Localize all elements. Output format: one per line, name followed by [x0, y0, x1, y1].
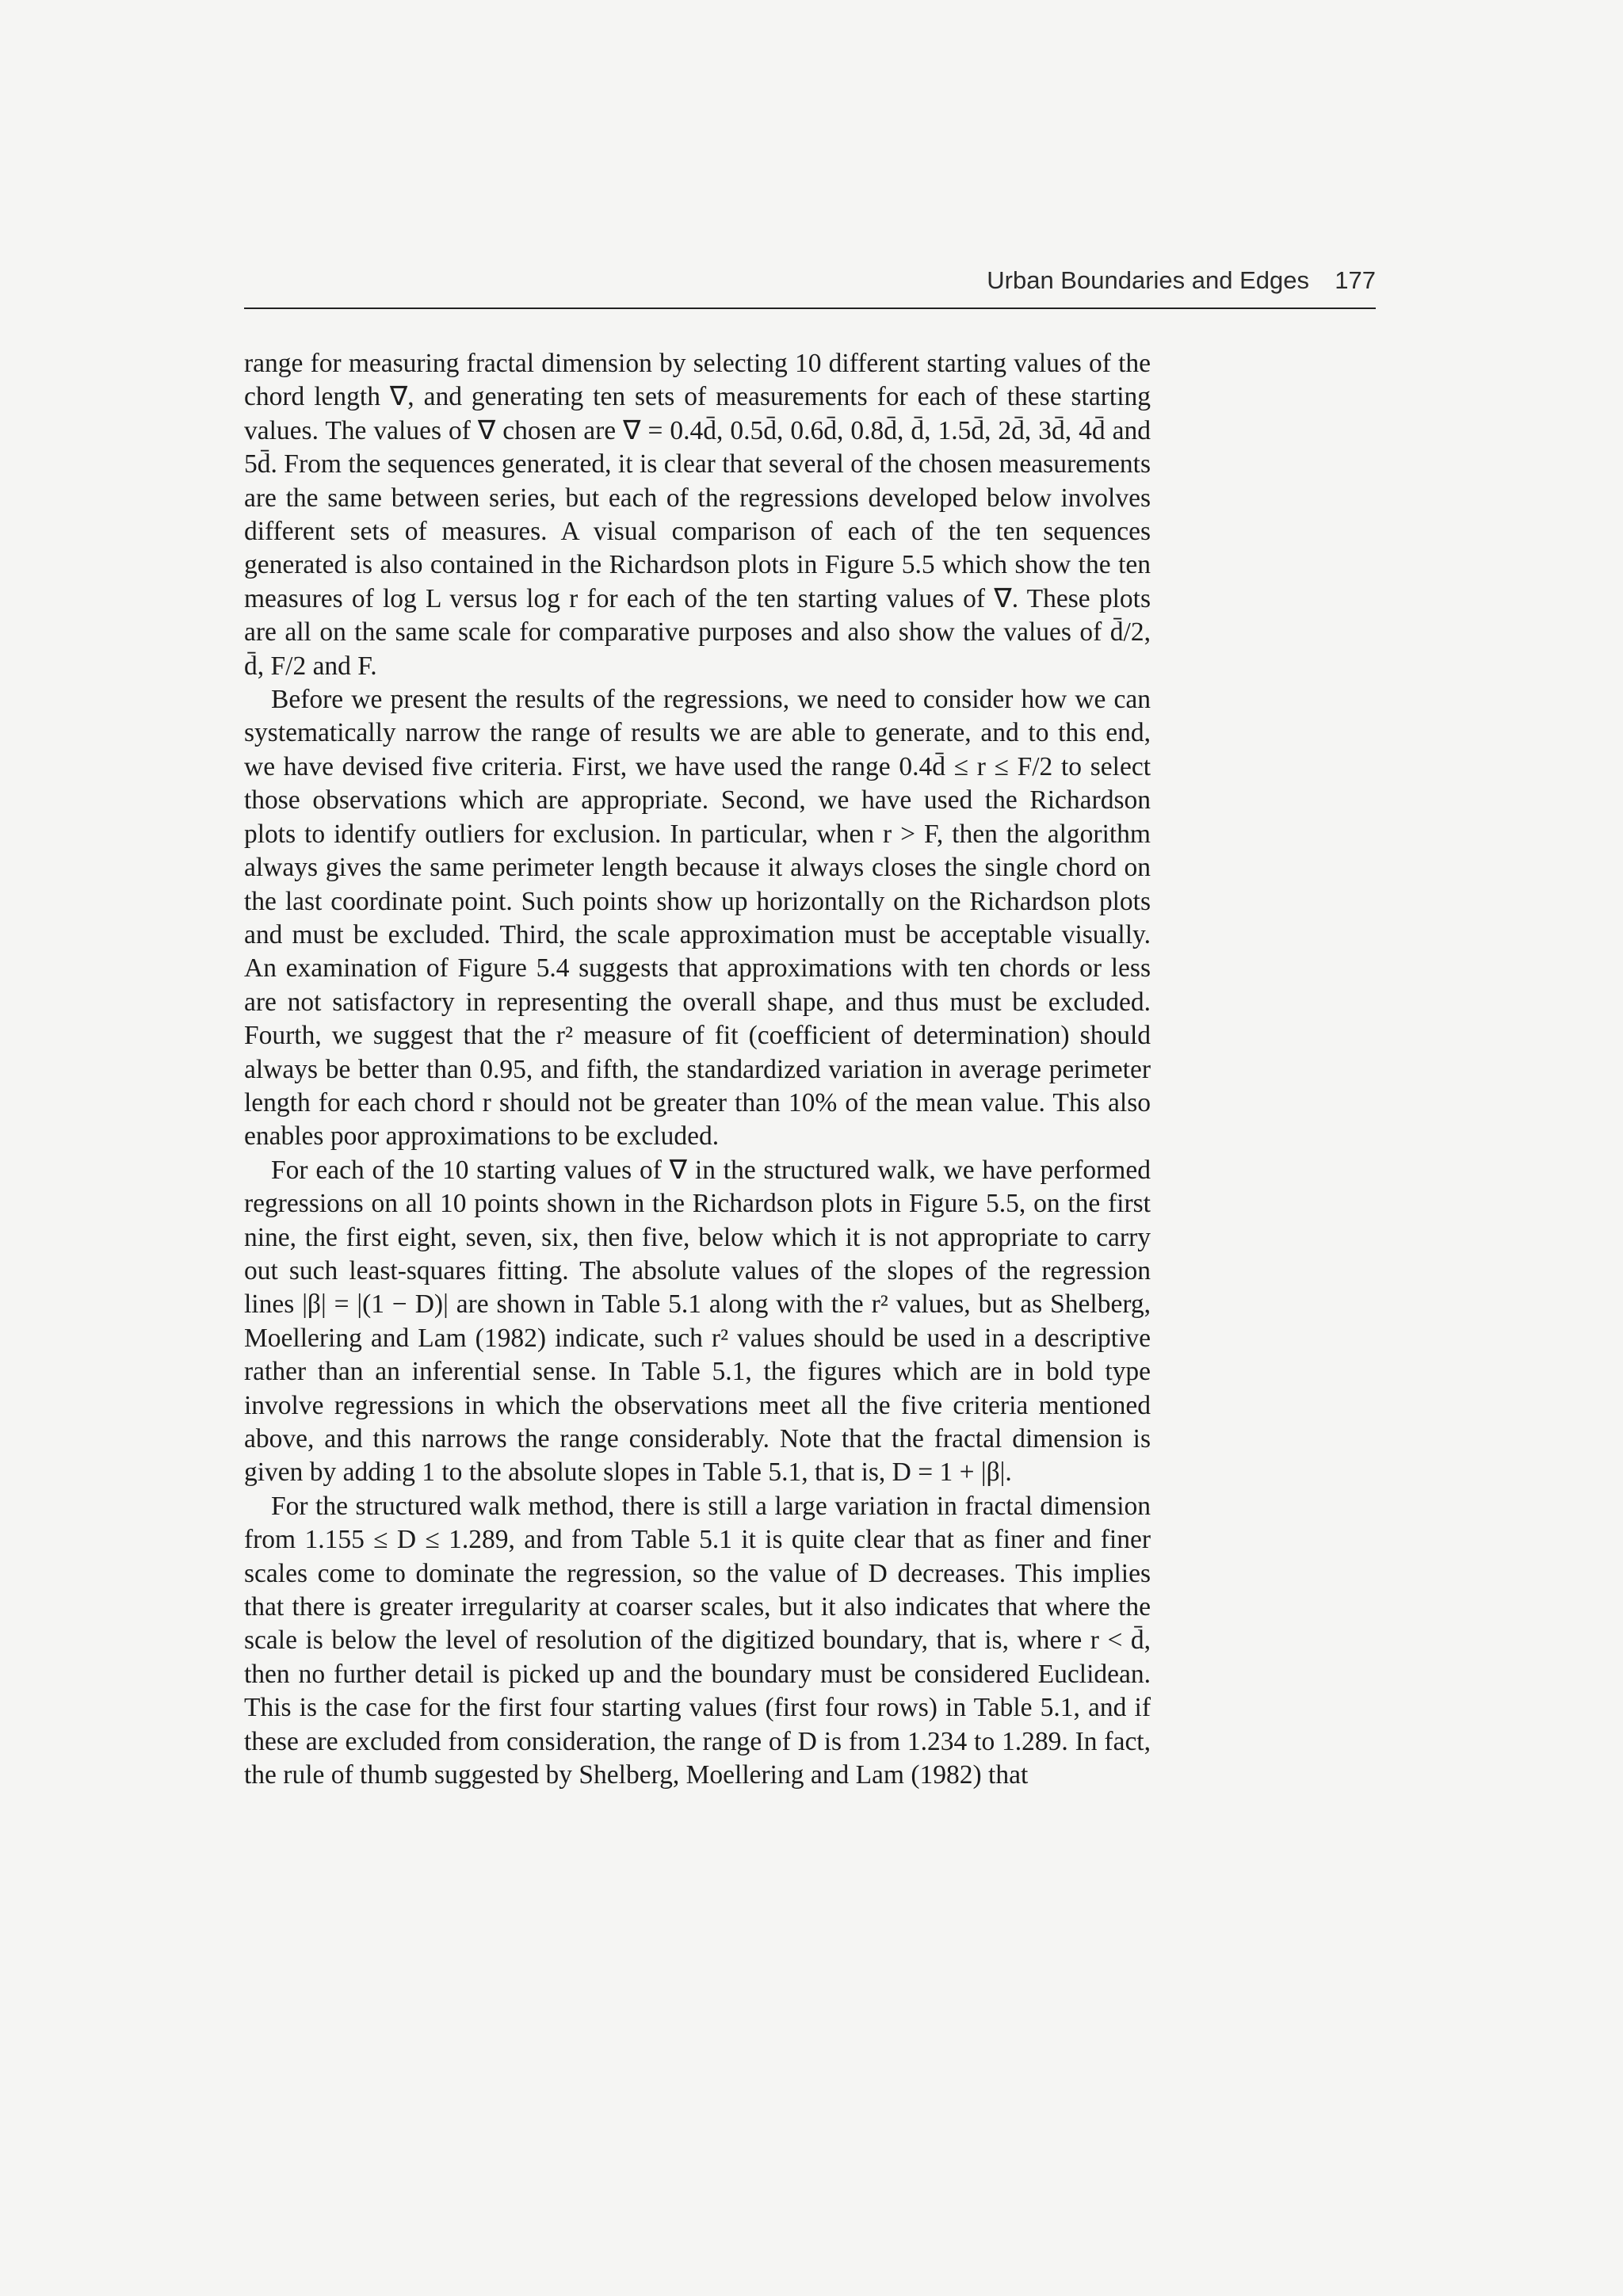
header-rule	[244, 308, 1376, 309]
running-head-title: Urban Boundaries and Edges	[987, 266, 1309, 294]
paragraph-2: Before we present the results of the regressions, we need to consider how we can systematically narrow the range of results we are able to generate, and to this end, we have devised five criteria. First, we have used the range 0.4d̄ ≤ r ≤ F/2 to select those observations which are appropriate. Second, we have used the Richardson plots to identify outliers for exclusion. In particular, when r > F, then the algorithm always gives the same perimeter length because it always closes the single chord on the last coordinate point. Such points show up horizontally on the Richardson plots and must be excluded. Third, the scale approximation must be acceptable visually. An examination of Figure 5.4 suggests that approximations with ten chords or less are not satisfactory in representing the overall shape, and thus must be excluded. Fourth, we suggest that the r² measure of fit (coefficient of determination) should always be better than 0.95, and fifth, the standardized variation in average perimeter length for each chord r should not be greater than 10% of the mean value. This also enables poor approximations to be excluded.	[244, 685, 1151, 1152]
paragraph-1: range for measuring fractal dimension by selecting 10 different starting values of the chord length ∇, and generating ten sets of measurements for each of these starting values. The values of ∇ chosen are ∇ = 0.4d̄, 0.5d̄, 0.6d̄, 0.8d̄, d̄, 1.5d̄, 2d̄, 3d̄, 4d̄ and 5d̄. From the sequences generated, it is clear that several of the chosen measurements are the same between series, but each of the regressions developed below involves different sets of measures. A visual comparison of each of the ten sequences generated is also contained in the Richardson plots in Figure 5.5 which show the ten measures of log L versus log r for each of the ten starting values of ∇. These plots are all on the same scale for comparative purposes and also show the values of d̄/2, d̄, F/2 and F.	[244, 349, 1151, 681]
body-text	[244, 347, 1151, 1792]
page-number: 177	[1335, 266, 1376, 294]
running-head	[244, 266, 1376, 306]
paragraph-4: For the structured walk method, there is still a large variation in fractal dimension from 1.155 ≤ D ≤ 1.289, and from Table 5.1 it is quite clear that as finer and finer scales come to dominate the regression, so the value of D decreases. This implies that there is greater irregularity at coarser scales, but it also indicates that where the scale is below the level of resolution of the digitized boundary, that is, where r < d̄, then no further detail is picked up and the boundary must be considered Euclidean. This is the case for the first four starting values (first four rows) in Table 5.1, and if these are excluded from consideration, the range of D is from 1.234 to 1.289. In fact, the rule of thumb suggested by Shelberg, Moellering and Lam (1982) that	[244, 1491, 1151, 1790]
paragraph-3: For each of the 10 starting values of ∇ in the structured walk, we have performed regressions on all 10 points shown in the Richardson plots in Figure 5.5, on the first nine, the first eight, seven, six, then five, below which it is not appropriate to carry out such least-squares fitting. The absolute values of the slopes of the regression lines |β| = |(1 − D)| are shown in Table 5.1 along with the r² values, but as Shelberg, Moellering and Lam (1982) indicate, such r² values should be used in a descriptive rather than an inferential sense. In Table 5.1, the figures which are in bold type involve regressions in which the observations meet all the five criteria mentioned above, and this narrows the range considerably. Note that the fractal dimension is given by adding 1 to the absolute slopes in Table 5.1, that is, D = 1 + |β|.	[244, 1155, 1151, 1488]
